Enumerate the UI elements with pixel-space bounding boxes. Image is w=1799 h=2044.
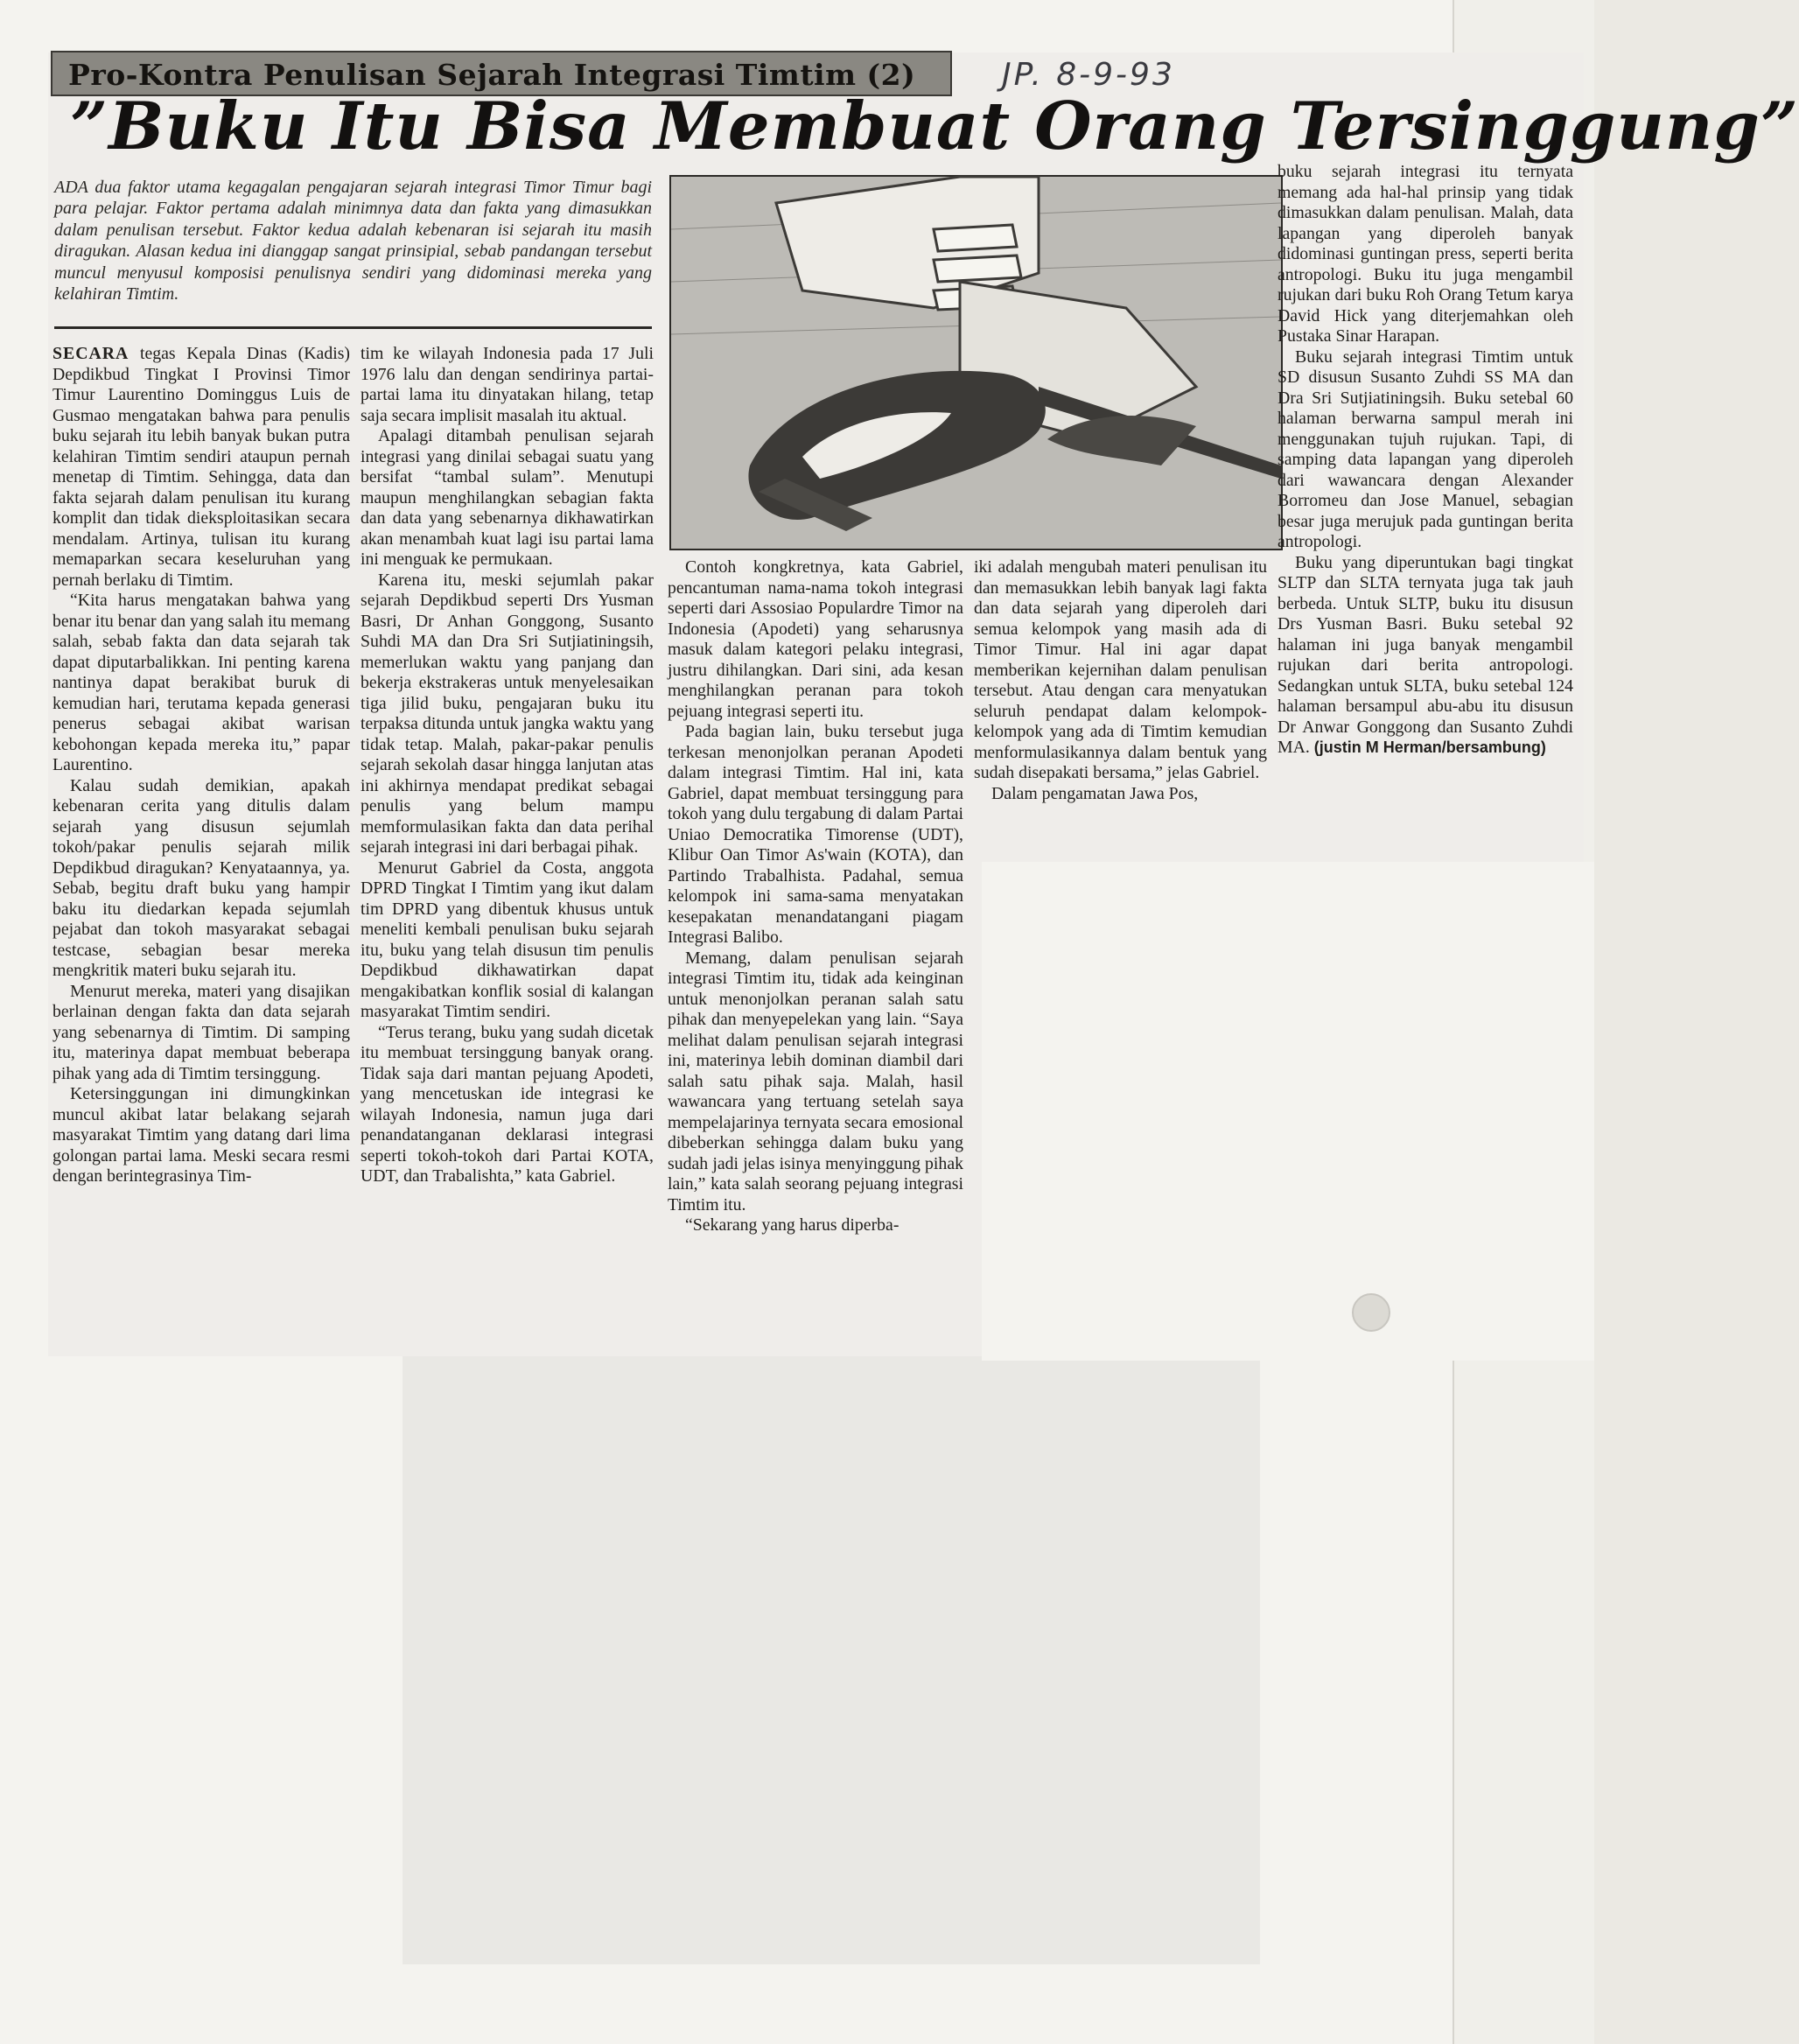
column-4-paragraph-1: iki adalah mengubah materi penulisan itu dan memasukkan lebih banyak lagi fakta dan data sejarah yang diperoleh dari semua kelompok yang masih ada di Timor Timur. Hal ini agar dapat memberikan kejernihan dalam penulisan tersebut. Atau dengan cara menyatukan seluruh pendapat dalam kelompok-kelompok yang ada di Timtim kemudian menformulasikannya dalam bentuk yang sudah disepakati bersama,” jelas Gabriel. [974, 557, 1267, 782]
clipping-cutaway [982, 862, 1594, 1361]
author-signature: (justin M Herman/bersambung) [1313, 738, 1546, 756]
lead-in-word: SECARA [52, 344, 130, 363]
kicker-banner: Pro-Kontra Penulisan Sejarah Integrasi Timtim (2) [51, 51, 952, 96]
column-3-paragraph-1: Contoh kongkretnya, kata Gabriel, pencantuman nama-nama tokoh integrasi seperti dari Assosiao Populardre Timor na Indonesia (Apodeti) yang seharusnya masuk dalam kategori pelaku integrasi, justru dihilangkan. Dari sini, ada kesan menghilangkan peranan para tokoh pejuang integrasi seperti itu. [668, 557, 963, 721]
column-5-paragraph-2: Buku sejarah integrasi Timtim untuk SD disusun Susanto Zuhdi SS MA dan Dra Sri Sutjiatiningsih. Buku setebal 60 halaman berwarna sampul merah ini menggunakan tujuh rujukan. Tapi, di samping data lapangan yang diperoleh dari wawancara dengan Alexander Borromeu dan Jose Manuel, sebagian besar juga merujuk pada guntingan berita antropologi. [1278, 346, 1573, 551]
column-1 [52, 344, 350, 1187]
column-1-paragraph-1: SECARA tegas Kepala Dinas (Kadis) Depdikbud Tingkat I Provinsi Timor Timur Laurentino Dominggus Luis de Gusmao mengatakan bahwa para penulis buku sejarah itu lebih banyak bukan putra kelahiran Timtim sendiri ataupun pernah menetap di Timtim. Sehingga, data dan fakta sejarah dalam penulisan itu kurang komplit dan tidak dieksploitasikan secara mendalam. Artinya, tulisan itu kurang memaparkan secara keseluruhan yang pernah berlaku di Timtim. [52, 344, 351, 590]
column-2-paragraph-3: Karena itu, meski sejumlah pakar sejarah Depdikbud seperti Drs Yusman Basri, Dr Anhan Gonggong, Susanto Suhdi MA dan Dra Sri Sutjiatiningsih, memerlukan waktu yang panjang dan bekerja ekstrakeras untuk menyelesaikan tiga jilid buku, pengajaran buku itu terpaksa ditunda untuk jangka waktu yang tidak tetap. Malah, pakar-pakar penulis sejarah sekolah dasar hingga lanjutan atas ini akhirnya mendapat predikat sebagai penulis yang belum mampu memformulasikan fakta dan data perihal sejarah integrasi ini dari berbagai pihak. [360, 570, 654, 857]
column-2-paragraph-5: “Terus terang, buku yang sudah dicetak itu membuat tersinggung banyak orang. Tidak saja dari mantan pejuang Apodeti, yang mencetuskan ide integrasi ke wilayah Indonesia, namun juga dari penandatanganan deklarasi integrasi seperti tokoh-tokoh dari Partai KOTA, UDT, dan Trabalishta,” kata Gabriel. [360, 1022, 654, 1186]
headline: ”Buku Itu Bisa Membuat Orang Tersinggung” [70, 88, 1799, 164]
column-3-paragraph-2: Pada bagian lain, buku tersebut juga terkesan menonjolkan peranan Apodeti dalam integrasi Timtim. Hal ini, kata Gabriel, dapat membuat tersinggung para tokoh yang dulu tergabung di dalam Partai Uniao Democratika Timorense (UDT), Klibur Oan Timor As'wain (KOTA), dan Partindo Trabalhista. Padahal, semua kelompok ini sama-sama menyatakan kesepakatan menandatangani piagam Integrasi Balibo. [668, 722, 963, 947]
lead-paragraph: ADA dua faktor utama kegagalan pengajaran sejarah integrasi Timor Timur bagi para pelajar. Faktor pertama adalah minimnya data dan fakta yang dimasukkan dalam penulisan tersebut. Faktor kedua adalah kebenaran isi sejarah itu masih diragukan. Alasan kedua ini dianggap sangat prinsipial, sebab pandangan tersebut muncul menyusul komposisi penulisnya sendiri yang didominasi mereka yang kelahiran Timtim. [54, 178, 652, 304]
column-3-paragraph-3: Memang, dalam penulisan sejarah integrasi Timtim itu, tidak ada keinginan untuk menonjolkan peranan salah satu pihak dan menyepelekan yang lain. “Saya melihat dalam penulisan sejarah integrasi ini, materinya lebih dominan diambil dari salah satu pihak saja. Malah, hasil wawancara yang tertuang setelah saya mempelajarinya ternyata secara emosional dibeberkan sehingga dalam buku yang sudah jadi jelas isinya menyinggung pihak lain,” kata salah seorang pejuang integrasi Timtim itu. [668, 948, 963, 1214]
column-4 [974, 557, 1267, 804]
column-2 [360, 344, 654, 1187]
column-4-paragraph-2: Dalam pengamatan Jawa Pos, [991, 783, 1199, 803]
column-1-paragraph-2: “Kita harus mengatakan bahwa yang benar itu benar dan yang salah itu memang salah, sebab fakta dan data sejarah tak dapat diputarbalikkan. Ini penting karena nantinya dapat berakibat buruk di kemudian hari, terutama kepada generasi penerus sebagai akibat warisan kebohongan kepada mereka itu,” papar Laurentino. [52, 591, 351, 774]
column-2-paragraph-1: tim ke wilayah Indonesia pada 17 Juli 1976 lalu dan dengan sendirinya partai-partai lama itu dinyatakan hilang, tetap saja secara implisit masalah itu aktual. [360, 344, 654, 425]
illustration-art [671, 177, 1281, 549]
column-1-paragraph-4: Menurut mereka, materi yang disajikan berlainan dengan fakta dan data sejarah yang sebenarnya di Timtim. Di samping itu, materinya dapat membuat beberapa pihak yang ada di Timtim tersinggung. [52, 981, 350, 1083]
punch-hole [1352, 1293, 1390, 1332]
column-2-paragraph-2: Apalagi ditambah penulisan sejarah integrasi yang dinilai sebagai suatu yang bersifat “tambal sulam”. Menutupi maupun menghilangkan sebagian fakta dan data yang sebenarnya dikhawatirkan akan menambah kuat lagi isu partai lama ini menguak ke permukaan. [360, 426, 654, 569]
column-1-paragraph-3: Kalau sudah demikian, apakah kebenaran cerita yang ditulis dalam sejarah yang disusun sejumlah tokoh/pakar penulis sejarah milik Depdikbud diragukan? Kenyataannya, ya. Sebab, begitu draft buku yang hampir baku itu diedarkan kepada sejumlah pejabat dan tokoh masyarakat sebagai testcase, sebagian besar mereka mengkritik materi buku sejarah itu. [52, 775, 350, 980]
column-5-paragraph-1: buku sejarah integrasi itu ternyata memang ada hal-hal prinsip yang tidak dimasukkan dalam penulisan. Malah, data lapangan yang diperoleh banyak didominasi guntingan press, seperti berita antropologi. Buku itu juga mengambil rujukan dari buku Roh Orang Tetum karya David Hick yang diterjemahkan oleh Pustaka Sinar Harapan. [1278, 162, 1573, 346]
column-3 [668, 557, 963, 1236]
handwritten-date: JP. 8-9-93 [1002, 57, 1175, 93]
show-through-shadow [402, 1352, 1260, 1964]
lead-divider [54, 326, 652, 329]
column-3-paragraph-4: “Sekarang yang harus diperba- [685, 1215, 900, 1235]
column-5-paragraph-3: Buku yang diperuntukan bagi tingkat SLTP dan SLTA ternyata juga tak jauh berbeda. Untuk SLTP, buku itu disusun Drs Yusman Basri. Buku setebal 92 halaman ini juga banyak mengambil rujukan dari berita antropologi. Sedangkan untuk SLTA, buku setebal 124 halaman bersampul abu-abu itu disusun Dr Anwar Gonggong dan Susanto Zuhdi MA. (justin M Herman/bersambung) [1278, 552, 1573, 757]
column-1-paragraph-5: Ketersinggungan ini dimungkinkan muncul akibat latar belakang sejarah masyarakat Timtim yang datang dari lima golongan partai lama. Meski secara resmi dengan berintegrasinya Tim- [52, 1084, 350, 1186]
column-2-paragraph-4: Menurut Gabriel da Costa, anggota DPRD Tingkat I Timtim yang ikut dalam tim DPRD yang dibentuk khusus untuk meneliti kembali penulisan buku sejarah itu, buku yang telah disusun tim penulis Depdikbud dikhawatirkan dapat mengakibatkan konflik sosial di kalangan masyarakat Timtim sendiri. [360, 858, 654, 1021]
hands-reaching-illustration [669, 175, 1283, 550]
column-5 [1278, 162, 1573, 759]
